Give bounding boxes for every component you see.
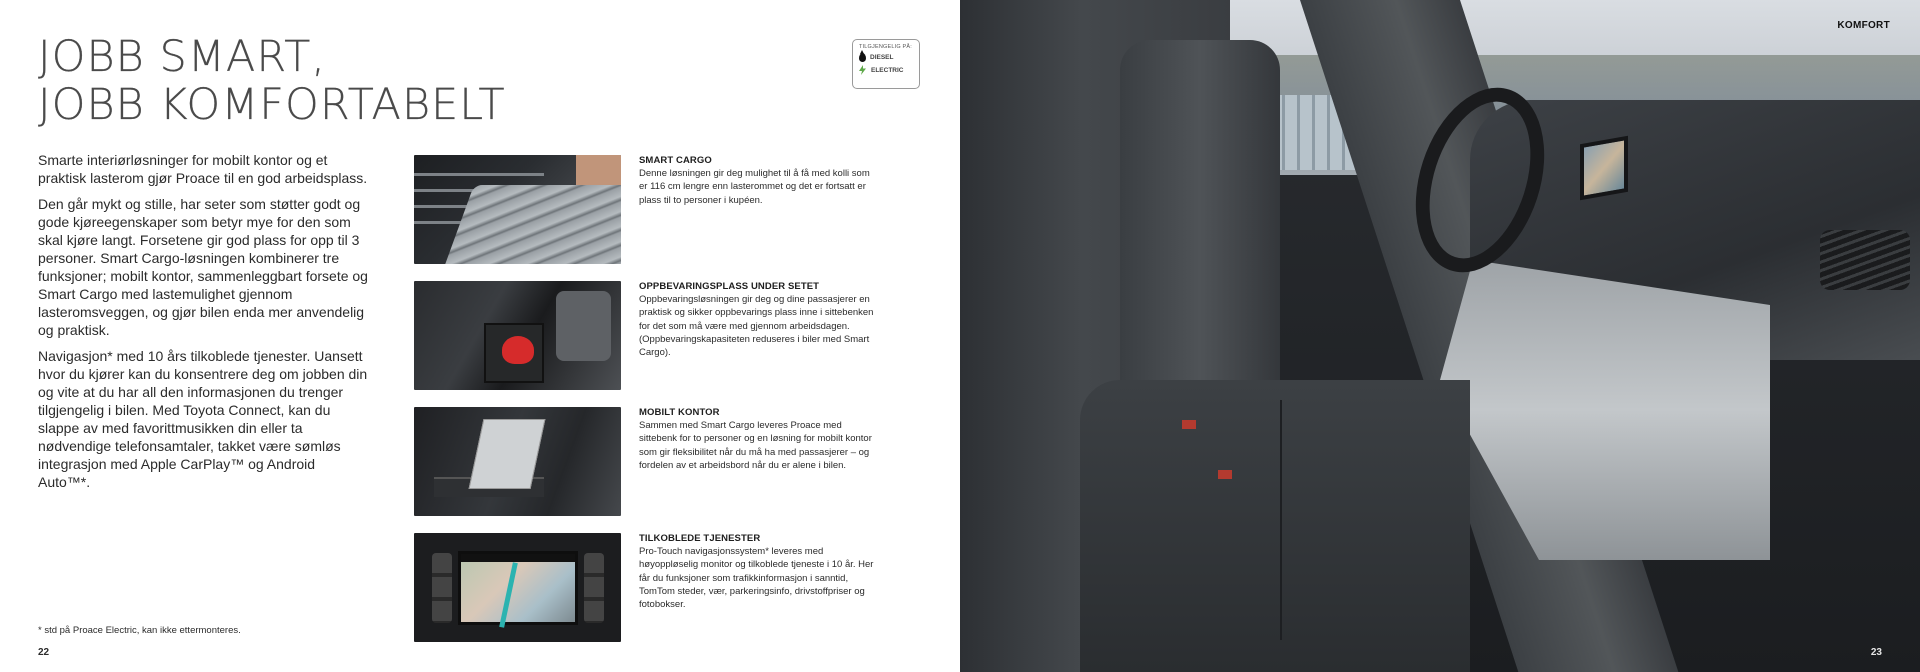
feature-smart-cargo <box>414 155 894 265</box>
availability-electric: ELECTRIC <box>859 65 913 75</box>
navigation-screen-image <box>414 533 621 642</box>
air-vent <box>1820 230 1910 290</box>
feature-body: Denne løsningen gir deg mulighet til å få med kolli som er 116 cm lengre enn lasterommet og det er fortsatt er plass til to personer i kupéen. <box>639 168 870 206</box>
footnote: * std på Proace Electric, kan ikke ettermonteres. <box>38 625 241 636</box>
intro-paragraph-2: Den går mykt og stille, har seter som støtter godt og gode kjøreegenskaper som betyr mye for den som skal kjøre langt. Forsetene gir god plass for opp til 3 personer. Smart Cargo-løsningen kombinerer tre funksjoner; mobilt kontor, sammenleggbart forsete og Smart Cargo med lastemulighet gjennom lasteromsveggen, og gjør bilen enda mer anvendelig og praktisk. <box>38 196 368 338</box>
under-seat-storage-image <box>414 281 621 390</box>
feature-mobile-office <box>414 407 894 517</box>
section-label: KOMFORT <box>1837 20 1890 31</box>
bench-seat-cushion <box>1080 380 1470 672</box>
availability-label: TILGJENGELIG PÅ: <box>859 44 913 50</box>
seatbelt-buckle <box>1218 470 1232 479</box>
fuel-drop-icon <box>859 53 866 62</box>
feature-connected-services <box>414 533 894 643</box>
feature-title: TILKOBLEDE TJENESTER <box>639 533 761 544</box>
feature-title: OPPBEVARINGSPLASS UNDER SETET <box>639 281 820 292</box>
title-line-1: JOBB SMART, <box>38 32 327 82</box>
intro-paragraph-3: Navigasjon* med 10 års tilkoblede tjenester. Uansett hvor du kjører kan du konsentrere deg om jobben din og vite at du har all den informasjonen du trenger tilgjengelig i bilen. Med Toyota Connect, kan du slappe av med favorittmusikken din eller ta nødvendige telefonsamtaler, takket være sømløs integrasjon med Apple CarPlay™ og Android Auto™*. <box>38 348 368 490</box>
feature-body: Oppbevaringsløsningen gir deg og dine passasjerer en praktisk og sikker oppbevarings plass inne i sittebenken for det som må være med gjennom arbeidsdagen. (Oppbevaringskapasiteten reduseres i biler med Smart Cargo). <box>639 294 874 359</box>
cab-interior-photo <box>960 0 1920 672</box>
feature-body: Pro-Touch navigasjonssystem* leveres med høyoppløselig monitor og tilkoblede tjeneste i 10 år. Her får du funksjoner som trafikkinformasjon i sanntid, TomTom steder, vær, parkeringsinfo, drivstoffpriser og fotobokser. <box>639 546 874 611</box>
lightning-bolt-icon <box>859 65 867 75</box>
intro-paragraph-1: Smarte interiørløsninger for mobilt kontor og et praktisk lasterom gjør Proace til en god arbeidsplass. <box>38 152 368 186</box>
seatbelt-buckle <box>1182 420 1196 429</box>
feature-title: SMART CARGO <box>639 155 712 166</box>
intro-text <box>38 151 368 499</box>
right-page <box>960 0 1920 672</box>
page-number: 23 <box>1870 647 1882 658</box>
title-line-2: JOBB KOMFORTABELT <box>38 80 506 130</box>
feature-title: MOBILT KONTOR <box>639 407 720 418</box>
availability-badge <box>852 39 920 89</box>
availability-diesel: DIESEL <box>859 53 913 62</box>
infotainment-screen <box>1580 136 1628 200</box>
feature-body: Sammen med Smart Cargo leveres Proace med sittebenk for to personer og en løsning for mobilt kontor som gir fleksibilitet når du må ha med passasjerer – og fordelen av et arbeidsbord når du er alene i bilen. <box>639 420 872 471</box>
feature-under-seat-storage <box>414 281 894 391</box>
mobile-office-image <box>414 407 621 516</box>
smart-cargo-image <box>414 155 621 264</box>
page-title <box>38 33 506 129</box>
page-number: 22 <box>38 647 50 658</box>
